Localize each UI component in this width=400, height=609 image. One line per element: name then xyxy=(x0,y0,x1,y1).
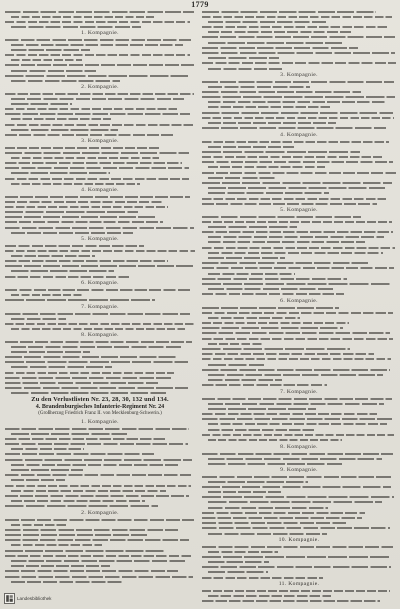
entry-list xyxy=(202,588,396,604)
company-heading: 6. Kompagnie. xyxy=(280,298,318,304)
company-heading: 1. Kompagnie. xyxy=(81,30,119,36)
entry-list xyxy=(5,37,195,84)
text-line xyxy=(208,438,342,443)
text-line xyxy=(11,25,141,30)
text-line xyxy=(202,575,323,580)
text-line xyxy=(11,230,133,235)
text-line xyxy=(5,297,155,302)
entry-list xyxy=(5,145,195,187)
entry-list xyxy=(5,91,195,138)
entry-list xyxy=(202,214,396,297)
text-line xyxy=(202,126,386,131)
text-line xyxy=(11,79,120,84)
entry-list xyxy=(202,544,396,580)
entry-list xyxy=(202,396,396,443)
entry-list xyxy=(5,287,195,303)
entry-list xyxy=(202,139,396,206)
company-heading: 2. Kompagnie. xyxy=(81,84,119,90)
text-line xyxy=(202,598,380,603)
company-heading: 3. Kompagnie. xyxy=(81,138,119,144)
company-heading: 4. Kompagnie. xyxy=(280,132,318,138)
text-line xyxy=(202,201,377,206)
text-line xyxy=(202,292,344,297)
company-heading: 11. Kompagnie. xyxy=(278,581,320,587)
company-heading: 5. Kompagnie. xyxy=(280,207,318,213)
company-heading: 1. Kompagnie. xyxy=(81,419,119,425)
entry-list xyxy=(5,243,195,279)
casualty-list-notice: Zu den Verlustlisten Nr. 23, 28, 30, 132 und 134. xyxy=(31,396,169,403)
text-line xyxy=(11,327,185,332)
company-heading: 2. Kompagnie. xyxy=(81,510,119,516)
text-line xyxy=(5,133,173,138)
right-column xyxy=(202,0,396,609)
entry-list xyxy=(5,194,195,236)
text-line xyxy=(5,274,130,279)
company-heading: 7. Kompagnie. xyxy=(280,389,318,395)
entry-list xyxy=(202,305,396,388)
entry-list xyxy=(5,517,195,584)
text-line xyxy=(208,461,342,466)
company-heading: 7. Kompagnie. xyxy=(81,304,119,310)
company-heading: 3. Kompagnie. xyxy=(280,72,318,78)
company-heading: 5. Kompagnie. xyxy=(81,236,119,242)
company-heading: 6. Kompagnie. xyxy=(81,280,119,286)
company-heading: 9. Kompagnie. xyxy=(280,467,318,473)
library-logo xyxy=(4,591,51,606)
entry-list xyxy=(202,474,396,536)
text-line xyxy=(11,181,140,186)
text-line xyxy=(208,66,282,71)
text-line xyxy=(11,579,122,584)
library-logo-text: Landesbibliothek xyxy=(17,596,52,601)
library-logo-icon xyxy=(4,593,15,604)
text-line xyxy=(208,531,327,536)
text-line xyxy=(202,383,327,388)
company-heading: 8. Kompagnie. xyxy=(81,332,119,338)
entry-list xyxy=(202,79,396,131)
text-line xyxy=(5,504,158,509)
entry-list xyxy=(202,9,396,71)
left-column xyxy=(5,0,195,609)
company-heading: 8. Kompagnie. xyxy=(280,444,318,450)
entry-list xyxy=(5,426,195,509)
entry-list xyxy=(5,9,195,30)
regiment-subtitle: (Großherzog Friedrich Franz II. von Mecklenburg-Schwerin.) xyxy=(38,411,162,416)
company-heading: 4. Kompagnie. xyxy=(81,187,119,193)
entry-list xyxy=(202,451,396,467)
page-number: 1779 xyxy=(191,0,209,9)
entry-list xyxy=(5,311,195,332)
entry-list xyxy=(5,339,195,396)
regiment-heading: 4. Brandenburgisches Infanterie-Regiment Nr. 24 xyxy=(35,403,165,410)
company-heading: 10. Kompagnie. xyxy=(278,537,320,543)
